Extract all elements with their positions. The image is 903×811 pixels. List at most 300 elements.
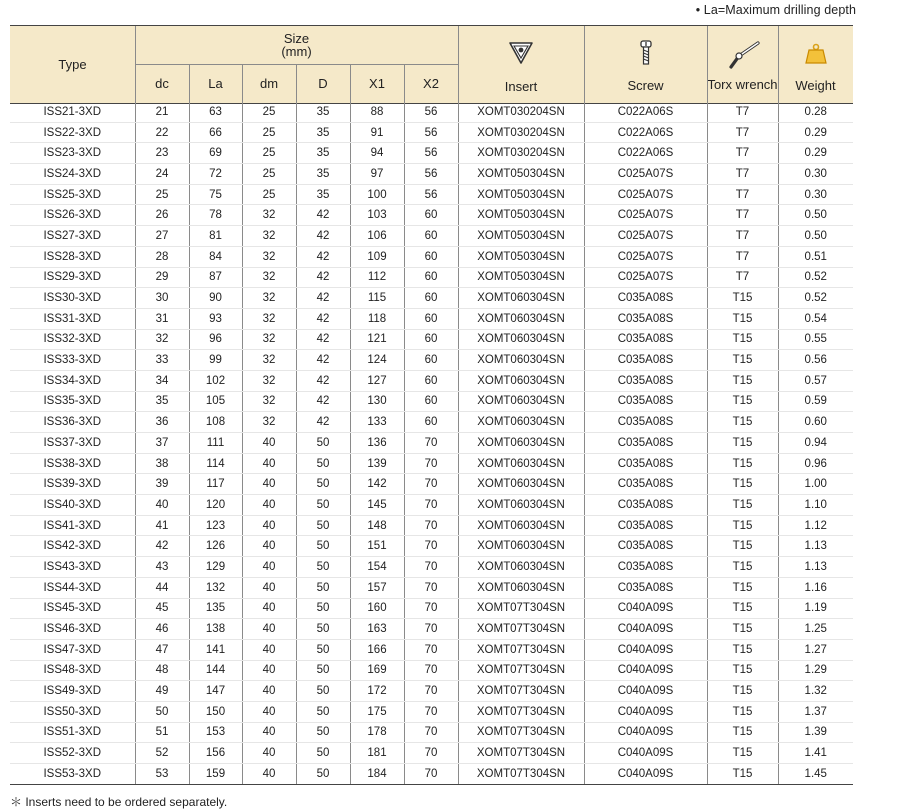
cell-torx-wrench: T15: [707, 639, 778, 660]
cell-d: 42: [296, 329, 350, 350]
cell-torx-wrench: T15: [707, 681, 778, 702]
header-divider: [458, 26, 459, 103]
cell-torx-wrench: T7: [707, 267, 778, 288]
cell-x2: 56: [404, 102, 458, 122]
cell-screw: C035A08S: [584, 412, 707, 433]
cell-x2: 60: [404, 329, 458, 350]
header-insert: [458, 26, 584, 103]
cell-d: 50: [296, 433, 350, 454]
cell-weight: 1.12: [778, 515, 853, 536]
cell-type: ISS35-3XD: [10, 391, 135, 412]
cell-d: 50: [296, 619, 350, 640]
header-divider: [350, 64, 351, 103]
cell-la: 90: [189, 288, 242, 309]
cell-x1: 94: [350, 143, 404, 164]
cell-x2: 56: [404, 164, 458, 185]
cell-dm: 32: [242, 391, 296, 412]
cell-x2: 70: [404, 681, 458, 702]
header-x1: X1: [369, 76, 385, 91]
cell-insert: XOMT060304SN: [458, 536, 584, 557]
table-row: [10, 598, 853, 619]
table-row: [10, 370, 853, 391]
cell-dm: 32: [242, 267, 296, 288]
cell-insert: XOMT07T304SN: [458, 764, 584, 785]
cell-d: 35: [296, 184, 350, 205]
header-torx-label: Torx wrench: [707, 77, 778, 92]
cell-insert: XOMT030204SN: [458, 102, 584, 122]
cell-insert: XOMT060304SN: [458, 412, 584, 433]
cell-x2: 56: [404, 143, 458, 164]
cell-insert: XOMT050304SN: [458, 205, 584, 226]
header-insert-label: Insert: [504, 79, 538, 94]
cell-screw: C022A06S: [584, 122, 707, 143]
table-row: [10, 639, 853, 660]
cell-type: ISS47-3XD: [10, 639, 135, 660]
header-screw-label: Screw: [627, 78, 664, 93]
cell-dc: 43: [135, 557, 189, 578]
table-row: [10, 122, 853, 143]
cell-dm: 32: [242, 329, 296, 350]
cell-x2: 70: [404, 660, 458, 681]
table-row: [10, 577, 853, 598]
cell-torx-wrench: T15: [707, 453, 778, 474]
cell-insert: XOMT050304SN: [458, 226, 584, 247]
cell-type: ISS23-3XD: [10, 143, 135, 164]
cell-type: ISS42-3XD: [10, 536, 135, 557]
cell-d: 50: [296, 474, 350, 495]
cell-dm: 25: [242, 122, 296, 143]
cell-screw: C040A09S: [584, 701, 707, 722]
cell-x2: 70: [404, 453, 458, 474]
cell-d: 50: [296, 495, 350, 516]
cell-dm: 32: [242, 370, 296, 391]
cell-dc: 34: [135, 370, 189, 391]
insert-icon: [508, 41, 534, 65]
cell-la: 99: [189, 350, 242, 371]
cell-screw: C035A08S: [584, 391, 707, 412]
cell-dc: 33: [135, 350, 189, 371]
cell-type: ISS49-3XD: [10, 681, 135, 702]
cell-screw: C040A09S: [584, 764, 707, 785]
cell-insert: XOMT07T304SN: [458, 701, 584, 722]
weight-icon: [804, 43, 828, 65]
cell-la: 120: [189, 495, 242, 516]
cell-x1: 166: [350, 639, 404, 660]
cell-x1: 172: [350, 681, 404, 702]
cell-insert: XOMT07T304SN: [458, 722, 584, 743]
cell-dc: 48: [135, 660, 189, 681]
cell-dm: 40: [242, 619, 296, 640]
cell-x2: 70: [404, 764, 458, 785]
table-row: [10, 495, 853, 516]
cell-d: 50: [296, 764, 350, 785]
cell-x2: 70: [404, 722, 458, 743]
cell-la: 156: [189, 743, 242, 764]
cell-weight: 0.51: [778, 246, 853, 267]
cell-torx-wrench: T15: [707, 329, 778, 350]
header-divider: [404, 64, 405, 103]
cell-x1: 142: [350, 474, 404, 495]
cell-dm: 40: [242, 536, 296, 557]
cell-x1: 139: [350, 453, 404, 474]
cell-la: 123: [189, 515, 242, 536]
cell-torx-wrench: T15: [707, 370, 778, 391]
cell-la: 69: [189, 143, 242, 164]
cell-la: 96: [189, 329, 242, 350]
table-row: [10, 474, 853, 495]
cell-type: ISS41-3XD: [10, 515, 135, 536]
cell-x1: 175: [350, 701, 404, 722]
cell-insert: XOMT060304SN: [458, 557, 584, 578]
cell-la: 129: [189, 557, 242, 578]
cell-weight: 1.41: [778, 743, 853, 764]
cell-x2: 60: [404, 205, 458, 226]
cell-insert: XOMT060304SN: [458, 474, 584, 495]
cell-x2: 60: [404, 246, 458, 267]
cell-d: 50: [296, 639, 350, 660]
header-x2: X2: [423, 76, 439, 91]
cell-dc: 39: [135, 474, 189, 495]
cell-x2: 56: [404, 122, 458, 143]
cell-la: 72: [189, 164, 242, 185]
cell-type: ISS30-3XD: [10, 288, 135, 309]
cell-x1: 127: [350, 370, 404, 391]
cell-torx-wrench: T7: [707, 122, 778, 143]
cell-insert: XOMT07T304SN: [458, 639, 584, 660]
cell-type: ISS33-3XD: [10, 350, 135, 371]
cell-weight: 1.45: [778, 764, 853, 785]
torx-wrench-icon: [725, 40, 761, 70]
cell-dm: 25: [242, 164, 296, 185]
table-row: [10, 743, 853, 764]
table-row: [10, 288, 853, 309]
cell-weight: 1.32: [778, 681, 853, 702]
cell-la: 132: [189, 577, 242, 598]
cell-weight: 1.16: [778, 577, 853, 598]
cell-la: 144: [189, 660, 242, 681]
cell-dc: 53: [135, 764, 189, 785]
header-divider: [135, 64, 458, 65]
cell-weight: 1.13: [778, 557, 853, 578]
table-row: [10, 350, 853, 371]
cell-weight: 0.29: [778, 122, 853, 143]
cell-insert: XOMT07T304SN: [458, 743, 584, 764]
cell-torx-wrench: T15: [707, 660, 778, 681]
cell-d: 42: [296, 412, 350, 433]
cell-torx-wrench: T7: [707, 143, 778, 164]
cell-dc: 22: [135, 122, 189, 143]
cell-insert: XOMT07T304SN: [458, 660, 584, 681]
cell-type: ISS28-3XD: [10, 246, 135, 267]
cell-x2: 60: [404, 308, 458, 329]
cell-torx-wrench: T15: [707, 743, 778, 764]
cell-x1: 91: [350, 122, 404, 143]
cell-d: 42: [296, 308, 350, 329]
cell-d: 50: [296, 453, 350, 474]
table-row: [10, 184, 853, 205]
header-divider: [707, 26, 708, 103]
inserts-footnote: ＊ Inserts need to be ordered separately.: [10, 795, 228, 809]
header-dm: dm: [259, 76, 279, 91]
header-dc: dc: [155, 76, 169, 91]
cell-insert: XOMT060304SN: [458, 577, 584, 598]
table-row: [10, 433, 853, 454]
cell-screw: C025A07S: [584, 246, 707, 267]
cell-type: ISS45-3XD: [10, 598, 135, 619]
cell-insert: XOMT050304SN: [458, 267, 584, 288]
cell-dc: 32: [135, 329, 189, 350]
cell-x1: 100: [350, 184, 404, 205]
cell-screw: C022A06S: [584, 143, 707, 164]
cell-la: 84: [189, 246, 242, 267]
cell-la: 78: [189, 205, 242, 226]
cell-dc: 25: [135, 184, 189, 205]
cell-dm: 40: [242, 764, 296, 785]
cell-la: 126: [189, 536, 242, 557]
table-row: [10, 515, 853, 536]
cell-dc: 40: [135, 495, 189, 516]
cell-la: 93: [189, 308, 242, 329]
cell-x2: 60: [404, 350, 458, 371]
cell-torx-wrench: T15: [707, 412, 778, 433]
cell-x2: 70: [404, 577, 458, 598]
table-row: [10, 681, 853, 702]
cell-dc: 47: [135, 639, 189, 660]
cell-x1: 88: [350, 102, 404, 122]
cell-x2: 60: [404, 370, 458, 391]
cell-screw: C040A09S: [584, 722, 707, 743]
cell-type: ISS37-3XD: [10, 433, 135, 454]
cell-screw: C025A07S: [584, 184, 707, 205]
cell-weight: 0.96: [778, 453, 853, 474]
header-weight-label: Weight: [795, 77, 836, 93]
header-torx: [707, 26, 778, 103]
cell-weight: 1.00: [778, 474, 853, 495]
cell-torx-wrench: T15: [707, 433, 778, 454]
cell-x1: 154: [350, 557, 404, 578]
cell-screw: C035A08S: [584, 557, 707, 578]
table-row: [10, 226, 853, 247]
cell-x2: 70: [404, 557, 458, 578]
cell-d: 50: [296, 557, 350, 578]
cell-insert: XOMT060304SN: [458, 515, 584, 536]
cell-weight: 0.28: [778, 102, 853, 122]
cell-x2: 70: [404, 619, 458, 640]
cell-d: 50: [296, 660, 350, 681]
cell-screw: C035A08S: [584, 433, 707, 454]
cell-dc: 52: [135, 743, 189, 764]
cell-torx-wrench: T15: [707, 474, 778, 495]
cell-torx-wrench: T15: [707, 764, 778, 785]
cell-x2: 70: [404, 701, 458, 722]
table-row: [10, 701, 853, 722]
cell-dm: 40: [242, 701, 296, 722]
cell-x1: 112: [350, 267, 404, 288]
cell-weight: 0.52: [778, 288, 853, 309]
table-row: [10, 329, 853, 350]
cell-type: ISS44-3XD: [10, 577, 135, 598]
cell-dm: 25: [242, 143, 296, 164]
cell-dm: 40: [242, 722, 296, 743]
cell-torx-wrench: T7: [707, 164, 778, 185]
cell-la: 153: [189, 722, 242, 743]
cell-d: 42: [296, 370, 350, 391]
cell-torx-wrench: T15: [707, 350, 778, 371]
cell-insert: XOMT060304SN: [458, 329, 584, 350]
cell-insert: XOMT060304SN: [458, 495, 584, 516]
cell-weight: 0.52: [778, 267, 853, 288]
cell-la: 87: [189, 267, 242, 288]
cell-x2: 60: [404, 391, 458, 412]
cell-x1: 145: [350, 495, 404, 516]
cell-x1: 124: [350, 350, 404, 371]
cell-x2: 70: [404, 495, 458, 516]
cell-weight: 1.13: [778, 536, 853, 557]
table-row: [10, 722, 853, 743]
cell-screw: C035A08S: [584, 536, 707, 557]
table-row: [10, 205, 853, 226]
cell-type: ISS31-3XD: [10, 308, 135, 329]
cell-torx-wrench: T15: [707, 577, 778, 598]
cell-x1: 121: [350, 329, 404, 350]
table-row: [10, 391, 853, 412]
cell-dm: 40: [242, 598, 296, 619]
cell-x1: 118: [350, 308, 404, 329]
cell-weight: 1.19: [778, 598, 853, 619]
cell-screw: C035A08S: [584, 370, 707, 391]
cell-x2: 70: [404, 474, 458, 495]
table-row: [10, 453, 853, 474]
cell-x1: 178: [350, 722, 404, 743]
table-row: [10, 619, 853, 640]
cell-weight: 1.25: [778, 619, 853, 640]
cell-dc: 44: [135, 577, 189, 598]
cell-d: 50: [296, 681, 350, 702]
table-row: [10, 102, 853, 122]
table-row: [10, 660, 853, 681]
cell-screw: C040A09S: [584, 743, 707, 764]
cell-dc: 45: [135, 598, 189, 619]
cell-dc: 29: [135, 267, 189, 288]
cell-type: ISS36-3XD: [10, 412, 135, 433]
cell-d: 42: [296, 391, 350, 412]
cell-x1: 109: [350, 246, 404, 267]
cell-insert: XOMT050304SN: [458, 184, 584, 205]
cell-la: 63: [189, 102, 242, 122]
cell-la: 105: [189, 391, 242, 412]
cell-x1: 181: [350, 743, 404, 764]
cell-weight: 0.54: [778, 308, 853, 329]
cell-dc: 36: [135, 412, 189, 433]
header-weight: [778, 26, 853, 103]
cell-x1: 160: [350, 598, 404, 619]
cell-d: 50: [296, 536, 350, 557]
cell-dc: 28: [135, 246, 189, 267]
table-row: [10, 557, 853, 578]
cell-dc: 49: [135, 681, 189, 702]
cell-x1: 169: [350, 660, 404, 681]
cell-screw: C040A09S: [584, 660, 707, 681]
cell-dm: 40: [242, 453, 296, 474]
cell-x1: 148: [350, 515, 404, 536]
cell-type: ISS38-3XD: [10, 453, 135, 474]
cell-weight: 0.50: [778, 205, 853, 226]
cell-screw: C035A08S: [584, 515, 707, 536]
cell-type: ISS48-3XD: [10, 660, 135, 681]
cell-la: 108: [189, 412, 242, 433]
table-row: [10, 143, 853, 164]
cell-weight: 0.30: [778, 184, 853, 205]
cell-torx-wrench: T15: [707, 308, 778, 329]
cell-d: 42: [296, 288, 350, 309]
cell-torx-wrench: T15: [707, 619, 778, 640]
header-divider: [296, 64, 297, 103]
cell-type: ISS29-3XD: [10, 267, 135, 288]
cell-torx-wrench: T7: [707, 205, 778, 226]
cell-d: 35: [296, 102, 350, 122]
cell-insert: XOMT07T304SN: [458, 598, 584, 619]
cell-weight: 0.57: [778, 370, 853, 391]
cell-insert: XOMT060304SN: [458, 370, 584, 391]
cell-screw: C035A08S: [584, 577, 707, 598]
header-divider: [242, 64, 243, 103]
cell-la: 138: [189, 619, 242, 640]
header-size: [135, 26, 458, 64]
cell-d: 50: [296, 722, 350, 743]
cell-weight: 1.10: [778, 495, 853, 516]
cell-x1: 157: [350, 577, 404, 598]
cell-torx-wrench: T15: [707, 536, 778, 557]
cell-torx-wrench: T7: [707, 102, 778, 122]
cell-dm: 40: [242, 681, 296, 702]
table-row: [10, 412, 853, 433]
cell-dc: 50: [135, 701, 189, 722]
table-row: [10, 764, 853, 785]
cell-insert: XOMT030204SN: [458, 143, 584, 164]
header-d: D: [318, 76, 328, 91]
cell-weight: 1.37: [778, 701, 853, 722]
cell-dc: 37: [135, 433, 189, 454]
cell-la: 117: [189, 474, 242, 495]
cell-torx-wrench: T15: [707, 288, 778, 309]
cell-screw: C025A07S: [584, 267, 707, 288]
cell-weight: 0.60: [778, 412, 853, 433]
table-header: [10, 25, 853, 104]
cell-screw: C035A08S: [584, 453, 707, 474]
cell-x1: 136: [350, 433, 404, 454]
table-row: [10, 246, 853, 267]
cell-screw: C035A08S: [584, 350, 707, 371]
cell-type: ISS34-3XD: [10, 370, 135, 391]
cell-screw: C022A06S: [584, 102, 707, 122]
max-drilling-depth-note: • La=Maximum drilling depth: [695, 3, 856, 17]
cell-type: ISS22-3XD: [10, 122, 135, 143]
header-size-label: Size: [283, 31, 310, 46]
header-divider: [189, 64, 190, 103]
cell-insert: XOMT060304SN: [458, 308, 584, 329]
cell-x2: 70: [404, 639, 458, 660]
cell-torx-wrench: T15: [707, 722, 778, 743]
cell-x1: 133: [350, 412, 404, 433]
cell-x1: 115: [350, 288, 404, 309]
cell-insert: XOMT030204SN: [458, 122, 584, 143]
cell-d: 50: [296, 598, 350, 619]
cell-d: 42: [296, 246, 350, 267]
cell-type: ISS50-3XD: [10, 701, 135, 722]
cell-dc: 51: [135, 722, 189, 743]
cell-dm: 32: [242, 308, 296, 329]
cell-x2: 70: [404, 598, 458, 619]
